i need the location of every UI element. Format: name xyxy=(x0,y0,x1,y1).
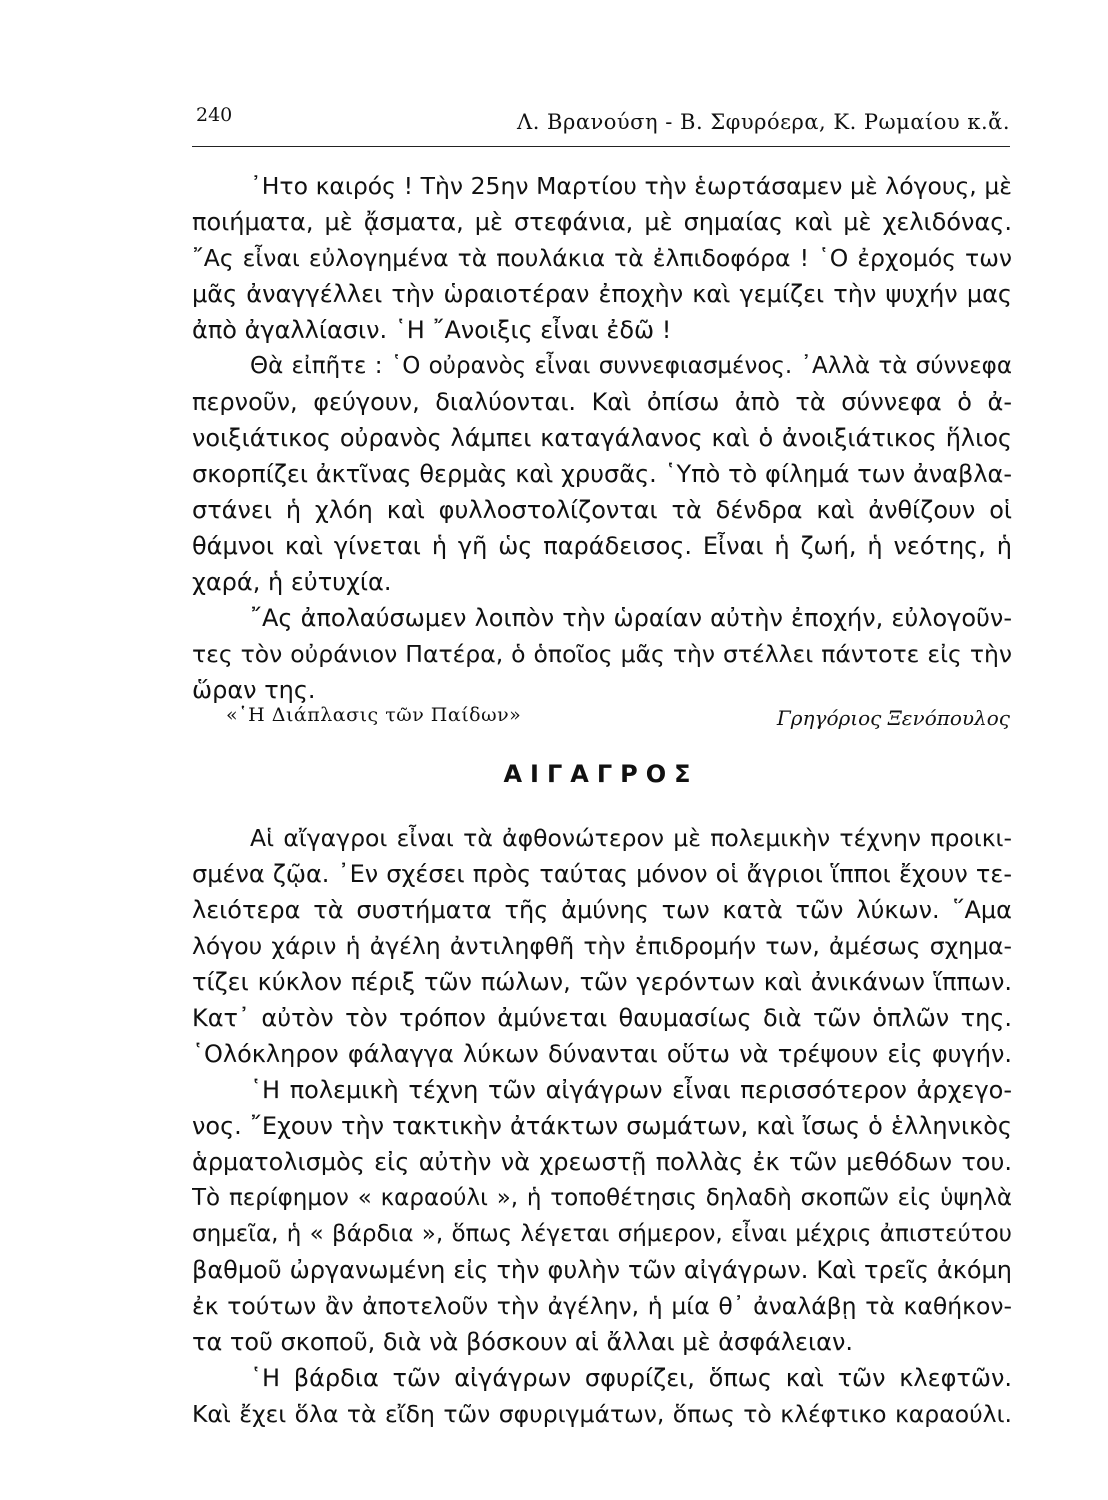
text-line: νος. ῎Εχουν τὴν τακτικὴν ἀτάκτων σωμάτων, καὶ ἴσως ὁ ἑλληνικὸς xyxy=(192,1112,1012,1140)
text-line: ἁρματολισμὸς εἰς αὐτὴν νὰ χρεωστῇ πολλὰς ἐκ τῶν μεθόδων του. xyxy=(192,1148,1012,1176)
text-line: ἐκ τούτων ἂν ἀποτελοῦν τὴν ἀγέλην, ἡ μία θ᾿ ἀναλάβῃ τὰ καθήκον- xyxy=(192,1292,1012,1320)
text-line: χαρά, ἡ εὐτυχία. xyxy=(192,568,392,596)
text-line: τίζει κύκλον πέριξ τῶν πώλων, τῶν γερόντων καὶ ἀνικάνων ἵππων. xyxy=(192,968,1012,996)
first-passage xyxy=(192,168,1012,708)
text-line: θάμνοι καὶ γίνεται ἡ γῆ ὡς παράδεισος. Εἶναι ἡ ζωή, ἡ νεότης, ἡ xyxy=(192,532,1012,560)
text-line: σκορπίζει ἀκτῖνας θερμὰς καὶ χρυσᾶς. ῾Υπὸ τὸ φίλημά των ἀναβλα- xyxy=(192,460,1012,488)
text-line: βαθμοῦ ὠργανωμένη εἰς τὴν φυλὴν τῶν αἰγάγρων. Καὶ τρεῖς ἀκόμη xyxy=(192,1256,1012,1284)
text-line: νοιξιάτικος οὐρανὸς λάμπει καταγάλανος καὶ ὁ ἀνοιξιάτικος ἥλιος xyxy=(192,424,1012,452)
text-line: στάνει ἡ χλόη καὶ φυλλοστολίζονται τὰ δένδρα καὶ ἀνθίζουν οἱ xyxy=(192,496,1012,524)
text-line: ῾Ολόκληρον φάλαγγα λύκων δύνανται οὕτω νὰ τρέψουν εἰς φυγήν. xyxy=(192,1040,1012,1068)
text-line: Θὰ εἰπῆτε : ῾Ο οὐρανὸς εἶναι συννεφιασμένος. ᾿Αλλὰ τὰ σύννεφα xyxy=(250,353,1012,379)
header-rule xyxy=(192,146,1010,147)
text-line: σημεῖα, ἡ « βάρδια », ὅπως λέγεται σήμερον, εἶναι μέχρις ἀπιστεύτου xyxy=(192,1221,1012,1247)
text-line: Καὶ ἔχει ὅλα τὰ εἴδη τῶν σφυριγμάτων, ὅπως τὸ κλέφτικο καραούλι. xyxy=(192,1400,1012,1428)
section-heading: ΑΙΓΑΓΡΟΣ xyxy=(503,760,699,788)
text-line: Αἱ αἴγαγροι εἶναι τὰ ἀφθονώτερον μὲ πολεμικὴν τέχνην προικι- xyxy=(250,824,1012,852)
source-title: «῾Η Διάπλασις τῶν Παίδων» xyxy=(226,704,522,726)
author-name: Γρηγόριος Ξενόπουλος xyxy=(776,706,1010,730)
text-line: Τὸ περίφημον « καραούλι », ἡ τοποθέτησις δηλαδὴ σκοπῶν εἰς ὑψηλὰ xyxy=(192,1185,1012,1211)
running-head xyxy=(192,100,1010,132)
text-line: τα τοῦ σκοποῦ, διὰ νὰ βόσκουν αἱ ἄλλαι μὲ ἀσφάλειαν. xyxy=(192,1328,854,1356)
text-line: ᾿Ητο καιρός ! Τὴν 25ην Μαρτίου τὴν ἑωρτάσαμεν μὲ λόγους, μὲ xyxy=(250,172,1012,200)
text-line: λόγου χάριν ἡ ἀγέλη ἀντιληφθῆ τὴν ἐπιδρομήν των, ἀμέσως σχημα- xyxy=(192,932,1012,960)
text-line: ἀπὸ ἀγαλλίασιν. ῾Η ῎Ανοιξις εἶναι ἐδῶ ! xyxy=(192,316,672,344)
running-title: Λ. Βρανούση - Β. Σφυρόερα, Κ. Ρωμαίου κ.ἄ. xyxy=(517,110,1010,134)
text-line: μᾶς ἀναγγέλλει τὴν ὡραιοτέραν ἐποχὴν καὶ γεμίζει τὴν ψυχήν μας xyxy=(192,280,1012,308)
text-line: ῎Ας ἀπολαύσωμεν λοιπὸν τὴν ὡραίαν αὐτὴν ἐποχήν, εὐλογοῦν- xyxy=(250,604,1012,632)
text-line: ῾Η πολεμικὴ τέχνη τῶν αἰγάγρων εἶναι περισσότερον ἀρχεγο- xyxy=(250,1076,1012,1104)
text-line: τες τὸν οὐράνιον Πατέρα, ὁ ὁποῖος μᾶς τὴν στέλλει πάντοτε εἰς τὴν xyxy=(192,640,1012,668)
second-passage xyxy=(192,820,1012,1432)
text-line: Κατ᾿ αὐτὸν τὸν τρόπον ἀμύνεται θαυμασίως διὰ τῶν ὁπλῶν της. xyxy=(192,1004,1012,1032)
text-line: ῎Ας εἶναι εὐλογημένα τὰ πουλάκια τὰ ἐλπιδοφόρα ! ῾Ο ἐρχομός των xyxy=(192,244,1012,272)
text-line: ὥραν της. xyxy=(192,676,316,704)
text-line: περνοῦν, φεύγουν, διαλύονται. Καὶ ὀπίσω ἀπὸ τὰ σύννεφα ὁ ἀ- xyxy=(192,388,1012,416)
attribution xyxy=(192,700,1010,734)
page-number: 240 xyxy=(196,104,233,126)
text-line: ῾Η βάρδια τῶν αἰγάγρων σφυρίζει, ὅπως καὶ τῶν κλεφτῶν. xyxy=(250,1364,1012,1392)
text-line: σμένα ζῷα. ᾿Εν σχέσει πρὸς ταύτας μόνον οἱ ἄγριοι ἵπποι ἔχουν τε- xyxy=(192,860,1012,888)
text-line: λειότερα τὰ συστήματα τῆς ἀμύνης των κατὰ τῶν λύκων. ῞Αμα xyxy=(192,896,1012,924)
text-line: ποιήματα, μὲ ᾄσματα, μὲ στεφάνια, μὲ σημαίας καὶ μὲ χελιδόνας. xyxy=(192,208,1012,236)
